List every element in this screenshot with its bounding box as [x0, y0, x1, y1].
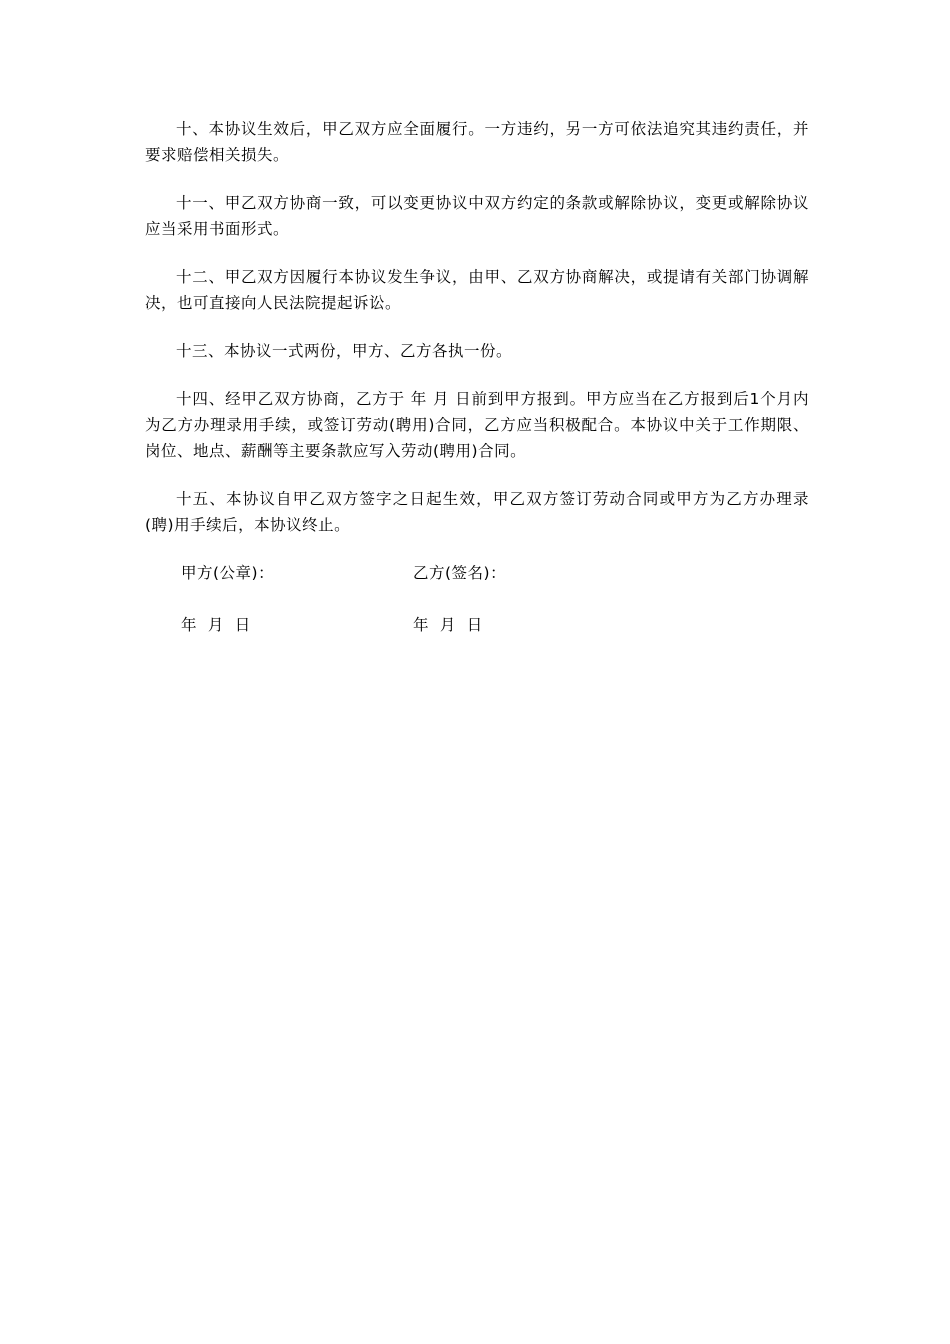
clause-13: 十三、本协议一式两份，甲方、乙方各执一份。 [176, 342, 513, 360]
clause-10: 十、本协议生效后，甲乙双方应全面履行。一方违约，另一方可依法追究其违约责任，并要求赔偿相关损失。 [145, 120, 809, 164]
signature-row [145, 560, 809, 586]
clause-11: 十一、甲乙双方协商一致，可以变更协议中双方约定的条款或解除协议，变更或解除协议应当采用书面形式。 [145, 194, 809, 238]
document-body [145, 116, 809, 664]
party-b-signature-label: 乙方(签名)： [413, 564, 507, 582]
date-row [145, 612, 809, 638]
party-a-date: 年 月 日 [181, 616, 251, 634]
party-a-signature-label: 甲方(公章)： [181, 564, 275, 582]
clause-14: 十四、经甲乙双方协商，乙方于 年 月 日前到甲方报到。甲方应当在乙方报到后1个月内为乙方办理录用手续，或签订劳动(聘用)合同，乙方应当积极配合。本协议中关于工作期限、岗位、地点、薪酬等主要条款应写入劳动(聘用)合同。 [145, 390, 809, 460]
clause-12: 十二、甲乙双方因履行本协议发生争议，由甲、乙双方协商解决，或提请有关部门协调解决，也可直接向人民法院提起诉讼。 [145, 268, 809, 312]
party-b-date: 年 月 日 [413, 616, 483, 634]
clause-15: 十五、本协议自甲乙双方签字之日起生效，甲乙双方签订劳动合同或甲方为乙方办理录(聘)用手续后，本协议终止。 [145, 490, 809, 534]
